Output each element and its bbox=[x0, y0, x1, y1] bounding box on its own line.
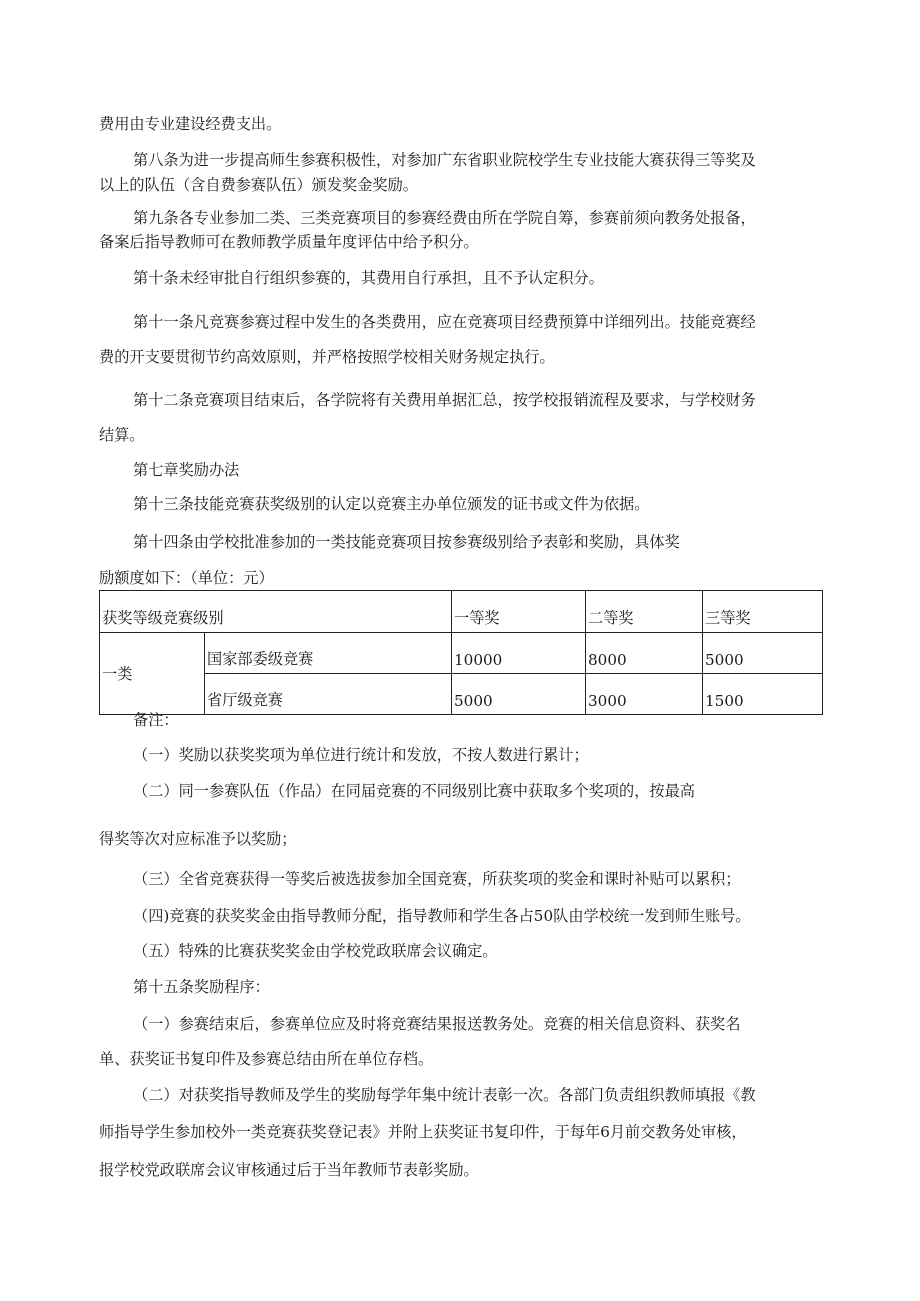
table-header-row bbox=[100, 591, 823, 633]
table-cell: 3000 bbox=[586, 674, 703, 715]
section-heading: 第七章奖励办法 bbox=[133, 461, 240, 479]
table-cell: 国家部委级竞赛 bbox=[205, 633, 452, 674]
paragraph-line: 第十二条竞赛项目结束后，各学院将有关费用单据汇总，按学校报销流程及要求，与学校财务 bbox=[133, 391, 756, 409]
note-heading: 备注： bbox=[133, 711, 179, 729]
table-cell: 1500 bbox=[703, 674, 823, 715]
table-header-cell: 二等奖 bbox=[586, 591, 703, 633]
paragraph-line: （二）对获奖指导教师及学生的奖励每学年集中统计表彰一次。各部门负责组织教师填报《教 bbox=[133, 1086, 756, 1104]
paragraph-line: 第十一条凡竞赛参赛过程中发生的各类费用，应在竞赛项目经费预算中详细列出。技能竞赛经 bbox=[133, 313, 756, 331]
note-line: （三）全省竞赛获得一等奖后被选拔参加全国竞赛，所获奖项的奖金和课时补贴可以累积； bbox=[133, 870, 741, 888]
table-row bbox=[100, 674, 823, 715]
paragraph-line: 第十条未经审批自行组织参赛的，其费用自行承担，且不予认定积分。 bbox=[133, 269, 604, 287]
table-cell: 5000 bbox=[452, 674, 586, 715]
paragraph-line: 励额度如下：（单位：元） bbox=[99, 569, 274, 587]
paragraph-line: 第八条为进一步提高师生参赛积极性，对参加广东省职业院校学生专业技能大赛获得三等奖及 bbox=[133, 151, 756, 169]
table-row bbox=[100, 633, 823, 674]
paragraph-line: 单、获奖证书复印件及参赛总结由所在单位存档。 bbox=[99, 1050, 434, 1068]
table-header-cell: 一等奖 bbox=[452, 591, 586, 633]
table-cell: 8000 bbox=[586, 633, 703, 674]
paragraph-line: 费用由专业建设经费支出。 bbox=[99, 115, 282, 133]
paragraph-line: 以上的队伍（含自费参赛队伍）颁发奖金奖励。 bbox=[99, 176, 418, 194]
paragraph-line: 第九条各专业参加二类、三类竞赛项目的参赛经费由所在学院自筹，参赛前须向教务处报备， bbox=[133, 209, 756, 227]
note-line: （二）同一参赛队伍（作品）在同届竞赛的不同级别比赛中获取多个奖项的，按最高 bbox=[133, 782, 695, 800]
note-line: （一）奖励以获奖奖项为单位进行统计和发放，不按人数进行累计； bbox=[133, 746, 589, 764]
paragraph-line: 报学校党政联席会议审核通过后于当年教师节表彰奖励。 bbox=[99, 1161, 479, 1179]
table-cell: 10000 bbox=[452, 633, 586, 674]
table-header-cell: 获奖等级竞赛级别 bbox=[100, 591, 452, 633]
paragraph-line: 费的开支要贯彻节约高效原则，并严格按照学校相关财务规定执行。 bbox=[99, 348, 555, 366]
table-cell: 省厅级竞赛 bbox=[205, 674, 452, 715]
table-category-cell: 一类 bbox=[100, 633, 205, 715]
table-cell: 5000 bbox=[703, 633, 823, 674]
paragraph-line: （一）参赛结束后，参赛单位应及时将竞赛结果报送教务处。竞赛的相关信息资料、获奖名 bbox=[133, 1015, 741, 1033]
paragraph-line: 备案后指导教师可在教师教学质量年度评估中给予积分。 bbox=[99, 233, 479, 251]
paragraph-line: 结算。 bbox=[99, 426, 145, 444]
paragraph-line: 第十三条技能竞赛获奖级别的认定以竞赛主办单位颁发的证书或文件为依据。 bbox=[133, 495, 650, 513]
note-line: （四)竞赛的获奖奖金由指导教师分配，指导教师和学生各占50队由学校统一发到师生账号。 bbox=[133, 907, 751, 925]
table-header-cell: 三等奖 bbox=[703, 591, 823, 633]
paragraph-line: 第十四条由学校批准参加的一类技能竞赛项目按参赛级别给予表彰和奖励，具体奖 bbox=[133, 533, 680, 551]
note-line: （五）特殊的比赛获奖奖金由学校党政联席会议确定。 bbox=[133, 942, 498, 960]
section-heading: 第十五条奖励程序： bbox=[133, 978, 270, 996]
note-line: 得奖等次对应标准予以奖励； bbox=[99, 830, 297, 848]
award-table bbox=[99, 590, 823, 715]
paragraph-line: 师指导学生参加校外一类竞赛获奖登记表》并附上获奖证书复印件，于每年6月前交教务处审核， bbox=[99, 1123, 747, 1141]
